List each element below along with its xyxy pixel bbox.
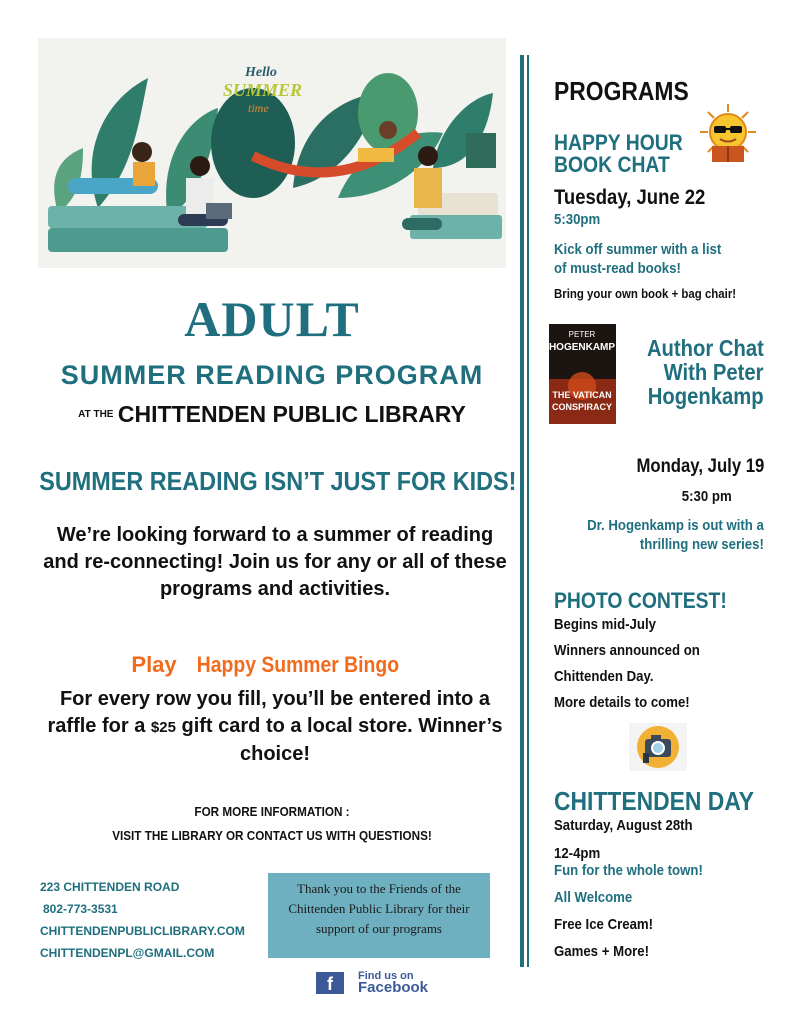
hero-hello-text: Hello [245,65,277,80]
programs-heading: PROGRAMS [554,76,689,106]
more-info-line1: FOR MORE INFORMATION : [194,804,350,819]
thanks-box: Thank you to the Friends of the Chittenden Public Library for their support of our programs [268,873,490,958]
bingo-play: Play [131,652,177,677]
book-chat-bring: Bring your own book + bag chair! [554,286,737,301]
book-chat-date: Tuesday, June 22 [554,186,706,209]
more-info [61,800,482,848]
chittenden-day-title: CHITTENDEN DAY [554,786,755,816]
title-summer-reading-program: SUMMER READING PROGRAM [60,360,484,390]
facebook-badge[interactable] [316,970,456,996]
library-name: CHITTENDEN PUBLIC LIBRARY [117,401,466,427]
bingo-text-b: gift card to a local store. Winner’s choice! [181,715,503,765]
author-chat-title: Author Chat With Peter Hogenkamp [647,335,764,409]
facebook-find-text: Find us on [358,970,414,982]
photo-contest-title: PHOTO CONTEST! [554,588,727,613]
column-divider-thin [527,55,529,967]
bingo-description [45,686,505,768]
title-adult: ADULT [184,291,360,347]
chittenden-day-ice-cream: Free Ice Cream! [554,916,654,933]
book-chat-title: HAPPY HOUR BOOK CHAT [554,130,683,177]
bingo-name: Happy Summer Bingo [196,652,399,677]
camera-icon [629,723,687,771]
chittenden-day-welcome: All Welcome [554,889,633,906]
tagline: SUMMER READING ISN’T JUST FOR KIDS! [39,466,517,496]
contact-address: 223 CHITTENDEN ROAD [40,880,180,894]
book-cover-title-2: CONSPIRACY [551,402,613,412]
book-cover-title-1: THE VATICAN [552,390,612,400]
book-cover-author-last: HOGENKAMP [549,342,616,353]
hero-summer-text: SUMMER [223,80,303,100]
photo-contest-details: Begins mid-July Winners announced on Chittenden Day. More details to come! [554,616,700,711]
book-cover-author-first: PETER [568,330,596,339]
book-chat-time: 5:30pm [554,211,601,228]
contact-email[interactable]: CHITTENDENPL@GMAIL.COM [40,946,215,960]
chittenden-day-date: Saturday, August 28th [554,817,693,834]
chittenden-day-time: 12-4pm [554,845,601,862]
chittenden-day-fun: Fun for the whole town! [554,862,703,879]
chittenden-day-games: Games + More! [554,943,650,960]
author-chat-description: Dr. Hogenkamp is out with a thrilling new series! [587,517,764,553]
hero-time-text: time [248,101,269,115]
contact-website[interactable]: CHITTENDENPUBLICLIBRARY.COM [40,924,245,938]
facebook-name-text: Facebook [358,979,429,996]
book-chat-description: Kick off summer with a list of must-read books! [554,241,722,277]
hero-illustration [38,38,506,268]
author-chat-time: 5:30 pm [682,488,732,505]
more-info-line2: VISIT THE LIBRARY OR CONTACT US WITH QUESTIONS! [112,828,432,843]
bingo-heading [38,652,506,678]
bingo-amount: $25 [150,719,176,736]
intro-text: We’re looking forward to a summer of reading and re-connecting! Join us for any or all of these programs and activities. [43,524,507,600]
summer-reading-illustration [38,38,506,268]
book-cover-image [549,324,616,424]
facebook-icon: f [316,972,344,994]
title-library [38,401,506,428]
contact-phone[interactable]: 802-773-3531 [43,902,118,916]
column-divider [520,55,524,967]
contact-block [40,876,245,964]
at-the-label: AT THE [78,409,114,420]
author-chat-date: Monday, July 19 [636,456,764,477]
bingo-text-a: For every row you fill, you’ll be entered into a raffle for a [47,688,491,737]
